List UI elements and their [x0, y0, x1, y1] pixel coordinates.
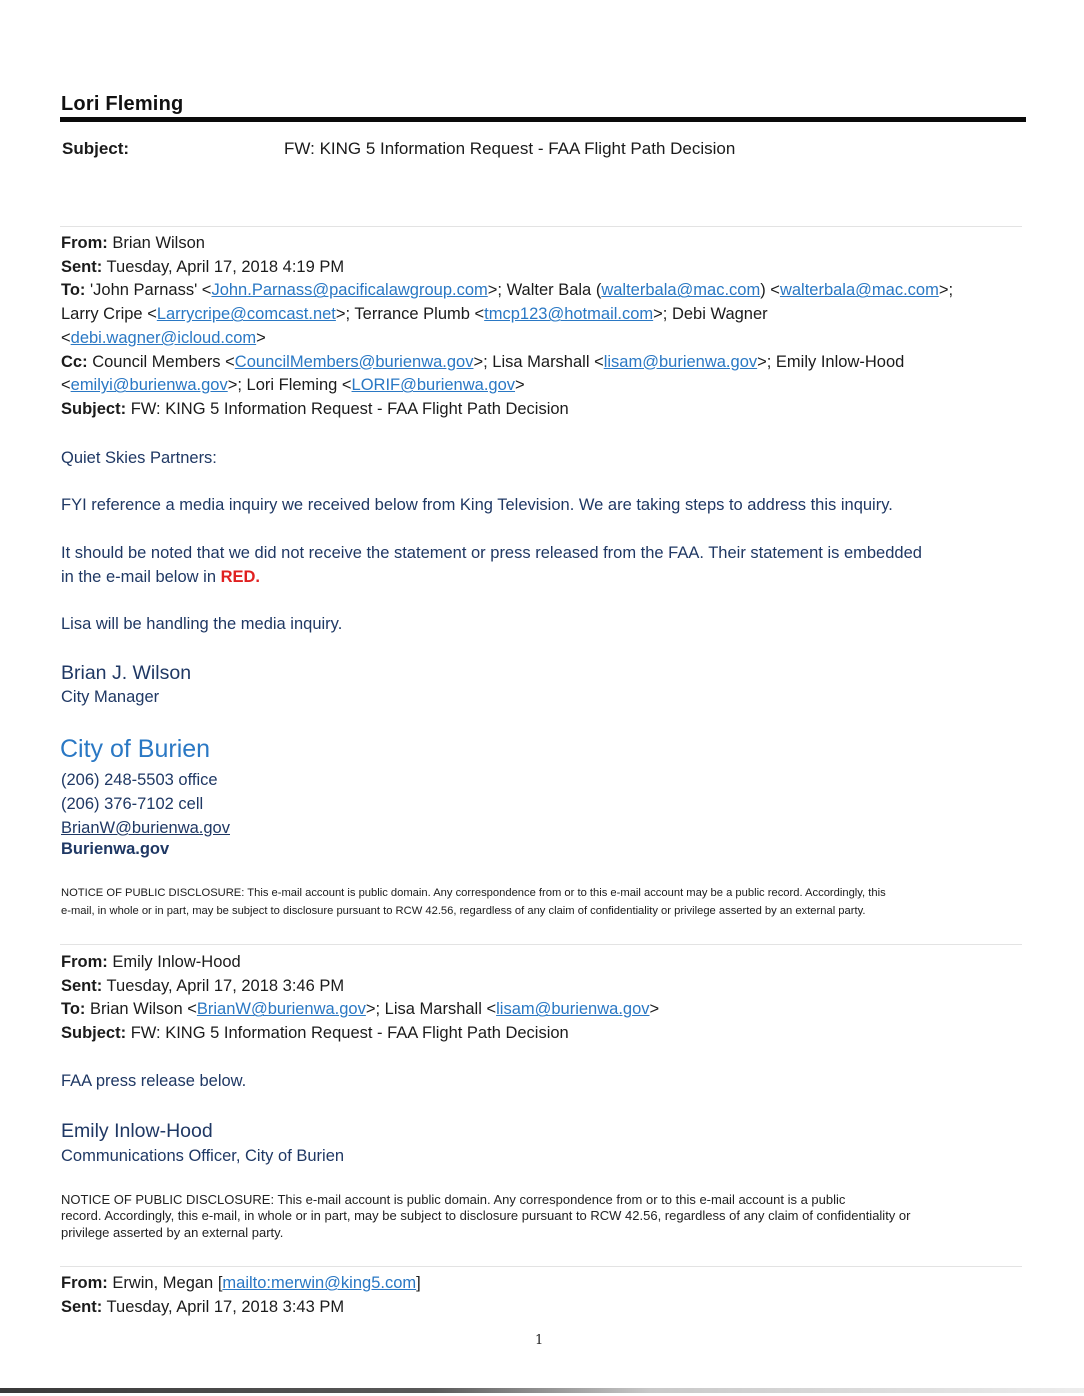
sent-value: Tuesday, April 17, 2018 3:46 PM: [106, 976, 345, 995]
public-disclosure-notice: [61, 1192, 1021, 1241]
notice-line-1: NOTICE OF PUBLIC DISCLOSURE: This e-mail account is public domain. Any correspondence from or to this e-mail account may be a public record. Accordingly, this: [61, 887, 886, 899]
body-paragraph-1: FYI reference a media inquiry we received below from King Television. We are taking steps to address this inquiry.: [61, 496, 893, 514]
email2-headers: [61, 951, 659, 1046]
email-link[interactable]: walterbala@mac.com: [601, 281, 761, 300]
separator: [60, 944, 1022, 945]
punct: <: [61, 328, 71, 347]
body-paragraph-2: [61, 542, 922, 589]
email-link[interactable]: CouncilMembers@burienwa.gov: [234, 352, 474, 371]
public-disclosure-notice: [61, 884, 1026, 920]
email1-to-row-2: [61, 303, 953, 327]
punct: >: [256, 328, 266, 347]
email1-to-row-3: [61, 327, 953, 351]
subject-value: FW: KING 5 Information Request - FAA Flight Path Decision: [284, 139, 736, 158]
recipient-name: >; Emily Inlow-Hood: [757, 352, 905, 371]
subject-label: Subject:: [61, 399, 127, 418]
recipient-name: Larry Cripe <: [61, 305, 157, 324]
scan-edge-bar: [0, 1388, 1084, 1393]
recipient-name: 'John Parnass' <: [90, 281, 212, 300]
notice-line-3: privilege asserted by an external party.: [61, 1224, 284, 1240]
punct: ]: [416, 1274, 421, 1292]
email2-subject-row: [61, 1022, 659, 1046]
signature-title: Communications Officer, City of Burien: [61, 1147, 345, 1165]
email3-sent-row: [61, 1296, 421, 1320]
recipient-name: >; Lisa Marshall <: [365, 1000, 497, 1019]
signature-cell-phone: (206) 376-7102 cell: [61, 795, 204, 813]
email2-from-row: [61, 951, 659, 975]
email2-body: FAA press release below.: [61, 1072, 247, 1090]
from-value: Erwin, Megan: [112, 1274, 218, 1292]
punct: >: [649, 1000, 660, 1019]
mailto-link[interactable]: mailto:merwin@king5.com: [222, 1274, 417, 1292]
separator: [60, 226, 1022, 227]
to-label: To:: [61, 281, 86, 300]
email1-cc-row: [61, 351, 953, 375]
from-value: Emily Inlow-Hood: [112, 953, 241, 971]
notice-line-2: e-mail, in whole or in part, may be subject to disclosure pursuant to RCW 42.56, regardless of any claim of confidentiality or privilege asserted by an external party.: [61, 905, 866, 917]
from-label: From:: [61, 953, 108, 971]
email3-from-row: [61, 1272, 421, 1296]
punct: ) <: [760, 281, 780, 300]
sent-label: Sent:: [61, 257, 103, 276]
notice-line-2: record. Accordingly, this e-mail, in whole or in part, may be subject to disclosure pursuant to RCW 42.56, regardless of any claim of confidentiality or: [61, 1208, 911, 1224]
email1-sent-row: [61, 256, 953, 280]
signature-name: Brian J. Wilson: [61, 662, 192, 684]
email-link[interactable]: BrianW@burienwa.gov: [196, 1000, 366, 1019]
punct: <: [61, 376, 71, 395]
separator: [60, 1266, 1022, 1267]
email2-sent-row: [61, 975, 659, 999]
greeting: Quiet Skies Partners:: [61, 449, 217, 467]
cc-label: Cc:: [61, 352, 88, 371]
subject-value: FW: KING 5 Information Request - FAA Flight Path Decision: [130, 1024, 569, 1043]
email2-to-row: [61, 998, 659, 1022]
body-paragraph-2-line-1: It should be noted that we did not receive the statement or press released from the FAA. Their statement is embedded: [61, 544, 922, 562]
email-link[interactable]: walterbala@mac.com: [779, 281, 939, 300]
body-text: in the e-mail below in: [61, 567, 221, 586]
signature-title: City Manager: [61, 688, 160, 706]
punct: [: [217, 1274, 223, 1292]
body-paragraph-2-line-2: [61, 566, 922, 590]
email-link[interactable]: emilyi@burienwa.gov: [70, 376, 228, 395]
recipient-name: >; Lori Fleming <: [227, 376, 352, 395]
email1-subject-row: [61, 398, 953, 422]
email-link[interactable]: John.Parnass@pacificalawgroup.com: [211, 281, 488, 300]
subject-label: Subject:: [61, 1024, 127, 1043]
email1-headers: [61, 232, 953, 422]
email1-cc-row-2: [61, 374, 953, 398]
subject-value: FW: KING 5 Information Request - FAA Flight Path Decision: [130, 399, 569, 418]
email-link[interactable]: tmcp123@hotmail.com: [484, 305, 654, 324]
recipient-name: >; Terrance Plumb <: [335, 305, 485, 324]
signature-org: City of Burien: [60, 735, 211, 763]
notice-line-1: NOTICE OF PUBLIC DISCLOSURE: This e-mail account is public domain. Any correspondence from or to this e-mail account is a public: [61, 1192, 846, 1207]
email-link[interactable]: LORIF@burienwa.gov: [351, 376, 516, 395]
email3-headers: [61, 1272, 421, 1319]
email1-from-row: [61, 232, 953, 256]
punct: >: [515, 376, 525, 395]
to-label: To:: [61, 1000, 86, 1019]
signature-email-link[interactable]: BrianW@burienwa.gov: [61, 819, 230, 837]
header-rule: [60, 117, 1026, 122]
from-label: From:: [61, 1274, 108, 1292]
signature-name: Emily Inlow-Hood: [61, 1120, 213, 1142]
from-label: From:: [61, 234, 108, 252]
email-link[interactable]: lisam@burienwa.gov: [603, 352, 758, 371]
body-paragraph-3: Lisa will be handling the media inquiry.: [61, 615, 343, 633]
red-emphasis: RED.: [220, 567, 260, 586]
sent-value: Tuesday, April 17, 2018 4:19 PM: [106, 257, 345, 276]
subject-label: Subject:: [62, 139, 130, 158]
signature-website: Burienwa.gov: [61, 840, 170, 858]
sent-value: Tuesday, April 17, 2018 3:43 PM: [106, 1297, 345, 1316]
from-value: Brian Wilson: [112, 234, 205, 252]
email-link[interactable]: Larrycripe@comcast.net: [156, 305, 336, 324]
email1-to-row: [61, 279, 953, 303]
sent-label: Sent:: [61, 976, 103, 995]
sent-label: Sent:: [61, 1297, 103, 1316]
recipient-name: Council Members <: [92, 352, 235, 371]
recipient-name: >; Walter Bala (: [487, 281, 602, 300]
recipient-name: >; Debi Wagner: [653, 305, 768, 324]
document-owner: Lori Fleming: [61, 93, 184, 115]
page-number: 1: [535, 1333, 544, 1348]
recipient-name: >; Lisa Marshall <: [473, 352, 604, 371]
signature-office-phone: (206) 248-5503 office: [61, 771, 218, 789]
recipient-name: Brian Wilson <: [90, 1000, 197, 1019]
email-link[interactable]: lisam@burienwa.gov: [496, 1000, 650, 1019]
email-link[interactable]: debi.wagner@icloud.com: [70, 328, 257, 347]
punct: >;: [938, 281, 954, 300]
